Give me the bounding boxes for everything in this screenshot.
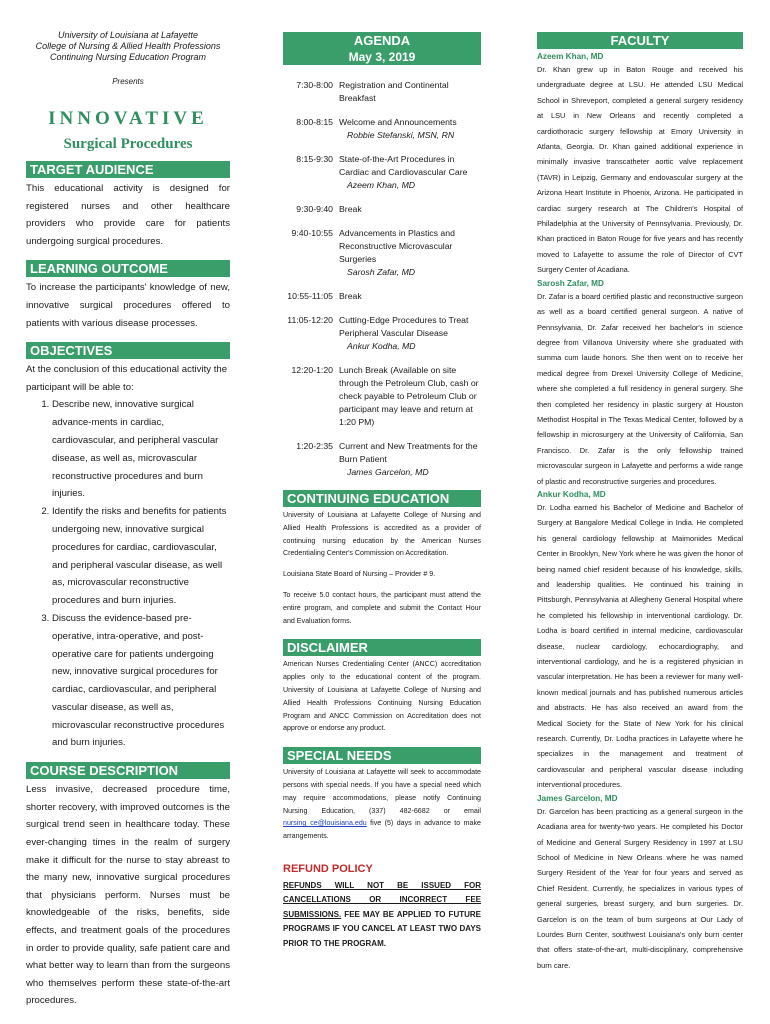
agenda-row xyxy=(283,290,481,303)
faculty-name: Ankur Kodha, MD xyxy=(537,489,606,499)
agenda-desc: Current and New Treatments for the Burn Patient xyxy=(339,441,478,464)
agenda-desc: Advancements in Plastics and Reconstructive Microvascular Surgeries xyxy=(339,228,455,264)
faculty-bio: Dr. Lodha earned his Bachelor of Medicine and Bachelor of Surgery at Bangalore Medical College in India. He completed his general cardiology fellowship at Maimonides Medical Center in Brooklyn, New York where he was given the honor of being named chief resident because of his knowledge, skills, and leadership qualities. He continued his training in Pittsburgh, Pennsylvania at Allegheny General Hospital where he completed his fellowship in interventional cardiology. Dr. Lodha is board certified in internal medicine, cardiovascular disease, nuclear cardiology, echocardiography, and interventional cardiology, and he is a registered physician in vascular interpretation. He has been a reviewer for many well-known medical journals and has published numerous articles and abstracts. He has also received an award from the Medical Society for the State of New York for his clinical research. Currently, Dr. Lodha practices in Lafayette where he specializes in the management and treatment of cardiovascular and peripheral vascular disease including interventional procedures. xyxy=(537,502,743,790)
agenda-desc: State-of-the-Art Procedures in Cardiac and Cardiovascular Care xyxy=(339,154,468,177)
faculty-item xyxy=(537,793,743,973)
refund-policy-text xyxy=(283,879,481,952)
agenda-row xyxy=(283,203,481,216)
brochure-title: INNOVATIVE xyxy=(48,108,208,129)
panel-left xyxy=(26,0,230,1010)
objectives-header: OBJECTIVES xyxy=(26,342,230,359)
faculty-item xyxy=(537,489,743,793)
agenda-speaker: James Garcelon, MD xyxy=(347,467,429,477)
course-description-text: Less invasive, decreased procedure time, shorter recovery, with improved outcomes is the surgical trend seen in healthcare today. These ever-changing times in the realm of surgery make it difficult for the nurse to stay abreast to the many new, innovative surgical procedures that physicians perform. Nurses must be knowledgeable of the risks, benefits, side effects, and treatment goals of the procedures in order to provide quality, safe patient care and what better way to learn than from the surgeons who themselves perform these state-of-the-art procedures. xyxy=(26,784,230,1007)
agenda-list xyxy=(283,79,481,479)
faculty-bio: Dr. Zafar is a board certified plastic and reconstructive surgeon as well as a board certified general surgeon. A native of Pennsylvania, Dr. Zafar received her bachelor's in science degree from Villanova University where she graduated with summa cum laude honors. She then went on to receive her medical degree from Drexel University College of Medicine, where she completed a full residency in general surgery. She then completed her residency in plastic surgery at Houston Methodist Hospital in The Texas Medical Center, followed by a fellowship in microsurgery at the University of California, San Francisco. Dr. Zafar is the only fellowship trained microvascular surgeon in Lafayette and performs a wide range of plastic and reconstructive surgeries and procedures. xyxy=(537,291,743,486)
faculty-name: James Garcelon, MD xyxy=(537,793,618,803)
presents-label: Presents xyxy=(112,77,144,86)
special-needs-text-b: five (5) days in advance to make arrangements. xyxy=(283,819,481,841)
faculty-header: FACULTY xyxy=(537,32,743,49)
faculty-name: Sarosh Zafar, MD xyxy=(537,278,604,288)
agenda-time: 7:30-8:00 xyxy=(296,80,333,90)
faculty-bio: Dr. Khan grew up in Baton Rouge and received his undergraduate degree at LSU. He attended LSU Medical School in Shreveport, completed a general surgery residency at LSU in New Orleans and recently completed a cardiothoracic surgery fellowship at Emory University in Atlanta, Georgia. Dr. Khan gained additional experience in minimally invasive transcatheter aortic valve replacement (TAVR) in Leipzig, Germany and endovascular surgery at the Arizona Heart Institute in Phoenix, Arizona. He participated in cardiac surgery research at The Children's Hospital of Philadelphia at the University of Pennsylvania. Previously, Dr. Khan practiced in Baton Rouge for five years and has recently moved to Lafayette to assume the role of Director of CVT Surgery Center of Acadiana. xyxy=(537,65,743,275)
brochure-subtitle: Surgical Procedures xyxy=(63,136,193,152)
ce-text-3: To receive 5.0 contact hours, the participant must attend the entire program, and complete and submit the Contact Hour and Evaluation forms. xyxy=(283,590,481,625)
special-needs-text-a: University of Louisiana at Lafayette will seek to accommodate persons with special needs. If you have a special need which may require accommodations, please notify Continuing Nursing Education, (337) 482-6682 or email xyxy=(283,768,481,815)
panel-right xyxy=(537,0,743,973)
agenda-desc: Welcome and Announcements xyxy=(339,117,457,127)
refund-underlined: REFUNDS WILL NOT BE ISSUED FOR CANCELLATIONS OR INCORRECT FEE SUBMISSIONS. xyxy=(283,880,481,919)
agenda-desc: Lunch Break (Available on site through the Petroleum Club, cash or check payable to Petroleum Club or participant may leave and return at 1:20 PM) xyxy=(339,365,479,427)
course-description-header: COURSE DESCRIPTION xyxy=(26,762,230,779)
agenda-time: 10:55-11:05 xyxy=(287,291,333,301)
agenda-speaker: Sarosh Zafar, MD xyxy=(347,267,416,277)
agenda-time: 8:00-8:15 xyxy=(296,117,333,127)
agenda-desc: Break xyxy=(339,291,362,301)
refund-policy-title: REFUND POLICY xyxy=(283,862,373,875)
org-line-1: University of Louisiana at Lafayette xyxy=(57,30,199,40)
agenda-header: AGENDA xyxy=(283,32,481,49)
disclaimer-header: DISCLAIMER xyxy=(283,639,481,656)
agenda-time: 9:40-10:55 xyxy=(291,228,333,238)
ce-text-2: Louisiana State Board of Nursing – Provider # 9. xyxy=(283,570,436,579)
learning-outcome-text: To increase the participants' knowledge of new, innovative surgical procedures offered to patients with various disease processes. xyxy=(26,282,230,329)
agenda-desc: Break xyxy=(339,204,362,214)
target-audience-text: This educational activity is designed for registered nurses and other healthcare providers who provide care for patients undergoing surgical procedures. xyxy=(26,183,230,247)
agenda-row xyxy=(283,116,481,142)
special-needs-text xyxy=(283,766,481,843)
org-name xyxy=(26,30,230,63)
faculty-list xyxy=(537,51,743,973)
disclaimer-text: American Nurses Credentialing Center (ANCC) accreditation applies only to the educational content of the program. University of Louisiana at Lafayette College of Nursing and Allied Health Professions Continuing Nursing Education Program and ANCC Commission on Accreditation does not approve or endorse any product. xyxy=(283,660,481,733)
org-line-3: Continuing Nursing Education Program xyxy=(49,52,207,62)
agenda-row xyxy=(283,314,481,353)
agenda-time: 12:20-1:20 xyxy=(291,365,333,375)
objective-item: 2. Identify the risks and benefits for patients undergoing new, innovative surgical procedures for cardiac, cardiovascular, and peripheral vascular disease, as well as, microvascular reconstructive procedures and burn injuries. xyxy=(52,503,230,610)
agenda-time: 9:30-9:40 xyxy=(296,204,333,214)
objectives-list xyxy=(26,396,230,752)
objective-item: 1. Describe new, innovative surgical advance-ments in cardiac, cardiovascular, and peripheral vascular disease, as well as, microvascular reconstructive procedures and burn injuries. xyxy=(52,396,230,503)
objectives-intro: At the conclusion of this educational activity the participant will be able to: xyxy=(26,364,228,393)
agenda-row xyxy=(283,227,481,279)
agenda-speaker: Robbie Stefanski, MSN, RN xyxy=(347,130,455,140)
agenda-row xyxy=(283,79,481,105)
panel-middle xyxy=(283,0,481,951)
continuing-education-header: CONTINUING EDUCATION xyxy=(283,490,481,507)
agenda-time: 8:15-9:30 xyxy=(296,154,333,164)
agenda-time: 11:05-12:20 xyxy=(287,315,333,325)
objective-item: 3. Discuss the evidence-based pre-operative, intra-operative, and post-operative care for patients undergoing new, innovative surgical procedures for cardiac, cardiovascular, and peripheral vascular disease, as well as, microvascular reconstructive procedures and burn injuries. xyxy=(52,610,230,752)
faculty-item xyxy=(537,278,743,489)
faculty-bio: Dr. Garcelon has been practicing as a general surgeon in the Acadiana area for twenty-two years. He completed his Doctor of Medicine and General Surgery Residency in 1997 at LSU School of Medicine in New Orleans where he was named Surgery Resident of the Year for four years and served as Chief Resident. Currently, he specializes in various types of general surgeries, breast surgery, and burn surgeries. Dr. Garcelon is on the team of burn surgeons at Our Lady of Lourdes Burn Center, southwest Louisiana's only burn center that offers state-of-the-art, multi-disciplinary, comprehensive burn care. xyxy=(537,806,743,970)
org-line-2: College of Nursing & Allied Health Professions xyxy=(35,41,221,51)
refund-rest: FEE MAY BE APPLIED TO FUTURE PROGRAMS IF YOU CANCEL AT LEAST TWO DAYS PRIOR TO THE PROGRAM. xyxy=(283,909,481,948)
agenda-desc: Cutting-Edge Procedures to Treat Peripheral Vascular Disease xyxy=(339,315,469,338)
email-link[interactable]: nursing_ce@louisiana.edu xyxy=(283,819,367,828)
target-audience-header: TARGET AUDIENCE xyxy=(26,161,230,178)
faculty-item xyxy=(537,51,743,278)
ce-text-1: University of Louisiana at Lafayette College of Nursing and Allied Health Professions is accredited as a provider of continuing nursing education by the American Nurses Credentialing Center's Commission on Accreditation. xyxy=(283,511,481,558)
agenda-desc: Registration and Continental Breakfast xyxy=(339,80,449,103)
agenda-row xyxy=(283,440,481,479)
special-needs-header: SPECIAL NEEDS xyxy=(283,747,481,764)
agenda-row xyxy=(283,364,481,429)
agenda-speaker: Azeem Khan, MD xyxy=(347,180,416,190)
faculty-name: Azeem Khan, MD xyxy=(537,52,604,61)
agenda-date: May 3, 2019 xyxy=(283,49,481,65)
agenda-row xyxy=(283,153,481,192)
learning-outcome-header: LEARNING OUTCOME xyxy=(26,260,230,277)
agenda-time: 1:20-2:35 xyxy=(296,441,333,451)
agenda-speaker: Ankur Kodha, MD xyxy=(347,341,416,351)
